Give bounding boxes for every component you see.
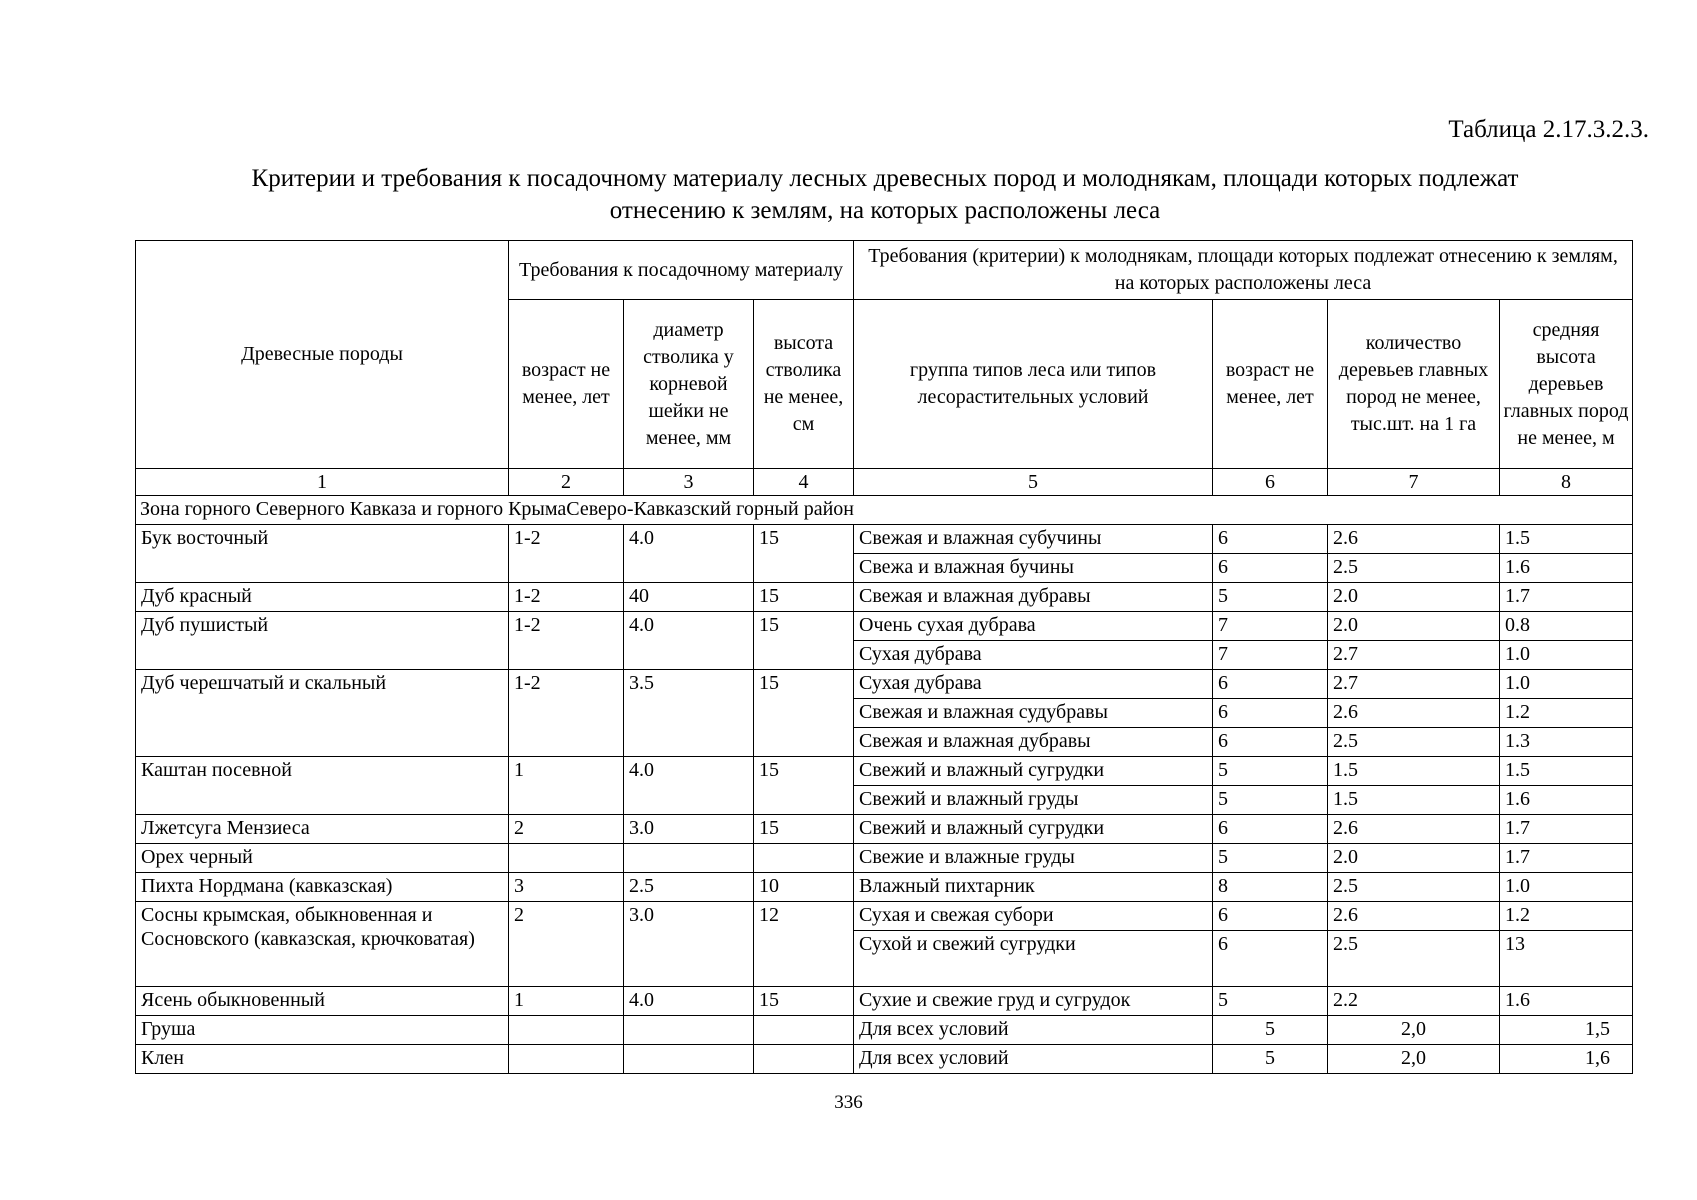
species-cell: Сосны крымская, обыкновенная и Сосновского (кавказская, крючковатая) (136, 902, 509, 987)
age-young-cell: 5 (1213, 757, 1328, 786)
document-title (135, 163, 1635, 227)
age-cell: 3 (509, 873, 624, 902)
height-cell (754, 844, 854, 873)
forest-type-cell: Сухая дубрава (854, 641, 1213, 670)
count-cell: 2.2 (1328, 987, 1500, 1016)
species-cell: Пихта Нордмана (кавказская) (136, 873, 509, 902)
height-cell: 10 (754, 873, 854, 902)
age-cell (509, 1016, 624, 1045)
age-young-cell: 5 (1213, 987, 1328, 1016)
height-cell: 15 (754, 583, 854, 612)
avg-height-cell: 1.7 (1500, 583, 1633, 612)
forest-type-cell: Свежий и влажный груды (854, 786, 1213, 815)
zone-title: Зона горного Северного Кавказа и горного КрымаСеверо-Кавказский горный район (136, 496, 1633, 525)
diameter-cell: 3.5 (624, 670, 754, 757)
age-cell: 2 (509, 815, 624, 844)
count-cell: 2.0 (1328, 583, 1500, 612)
age-young-cell: 6 (1213, 902, 1328, 931)
forest-type-cell: Свежие и влажные груды (854, 844, 1213, 873)
avg-height-cell: 1,5 (1500, 1016, 1633, 1045)
height-cell (754, 1045, 854, 1074)
column-number: 3 (624, 469, 754, 496)
count-cell: 1.5 (1328, 757, 1500, 786)
header-height: высота стволика не менее, см (754, 300, 854, 469)
table-row (136, 583, 1633, 612)
age-young-cell: 7 (1213, 641, 1328, 670)
avg-height-cell: 1.3 (1500, 728, 1633, 757)
species-cell: Дуб пушистый (136, 612, 509, 670)
avg-height-cell: 1.6 (1500, 987, 1633, 1016)
count-cell: 2.5 (1328, 728, 1500, 757)
age-cell (509, 1045, 624, 1074)
forest-type-cell: Для всех условий (854, 1016, 1213, 1045)
height-cell: 15 (754, 757, 854, 815)
age-young-cell: 6 (1213, 931, 1328, 987)
header-species: Древесные породы (136, 241, 509, 469)
species-cell: Бук восточный (136, 525, 509, 583)
avg-height-cell: 13 (1500, 931, 1633, 987)
criteria-table (135, 240, 1633, 1074)
column-number: 8 (1500, 469, 1633, 496)
page-number: 336 (834, 1092, 863, 1113)
forest-type-cell: Сухие и свежие груд и сугрудок (854, 987, 1213, 1016)
diameter-cell: 40 (624, 583, 754, 612)
zone-row (136, 496, 1633, 525)
diameter-cell: 4.0 (624, 612, 754, 670)
table-row (136, 1016, 1633, 1045)
count-cell: 2.6 (1328, 902, 1500, 931)
avg-height-cell: 1.5 (1500, 757, 1633, 786)
height-cell: 15 (754, 612, 854, 670)
forest-type-cell: Очень сухая дубрава (854, 612, 1213, 641)
height-cell: 15 (754, 815, 854, 844)
avg-height-cell: 1,6 (1500, 1045, 1633, 1074)
avg-height-cell: 1.5 (1500, 525, 1633, 554)
table-row (136, 873, 1633, 902)
diameter-cell: 4.0 (624, 757, 754, 815)
table-row (136, 1045, 1633, 1074)
diameter-cell (624, 1016, 754, 1045)
avg-height-cell: 1.0 (1500, 873, 1633, 902)
header-tree-count: количество деревьев главных пород не менее, тыс.шт. на 1 га (1328, 300, 1500, 469)
count-cell: 2,0 (1328, 1016, 1500, 1045)
avg-height-cell: 1.7 (1500, 815, 1633, 844)
table-row (136, 757, 1633, 786)
count-cell: 2.5 (1328, 873, 1500, 902)
count-cell: 2.6 (1328, 699, 1500, 728)
column-number: 2 (509, 469, 624, 496)
age-cell: 1 (509, 757, 624, 815)
height-cell: 15 (754, 525, 854, 583)
height-cell: 12 (754, 902, 854, 987)
age-young-cell: 5 (1213, 786, 1328, 815)
count-cell: 1.5 (1328, 786, 1500, 815)
column-number: 5 (854, 469, 1213, 496)
avg-height-cell: 0.8 (1500, 612, 1633, 641)
age-young-cell: 5 (1213, 1045, 1328, 1074)
avg-height-cell: 1.2 (1500, 902, 1633, 931)
table-row (136, 902, 1633, 931)
forest-type-cell: Свежа и влажная бучины (854, 554, 1213, 583)
header-young-group: Требования (критерии) к молоднякам, площади которых подлежат отнесению к землям, на которых расположены леса (854, 241, 1633, 300)
diameter-cell: 3.0 (624, 902, 754, 987)
table-row (136, 844, 1633, 873)
age-young-cell: 8 (1213, 873, 1328, 902)
species-cell: Дуб красный (136, 583, 509, 612)
column-number: 7 (1328, 469, 1500, 496)
forest-type-cell: Для всех условий (854, 1045, 1213, 1074)
forest-type-cell: Сухая и свежая субори (854, 902, 1213, 931)
species-cell: Клен (136, 1045, 509, 1074)
avg-height-cell: 1.0 (1500, 670, 1633, 699)
forest-type-cell: Сухая дубрава (854, 670, 1213, 699)
height-cell (754, 1016, 854, 1045)
column-number: 4 (754, 469, 854, 496)
age-young-cell: 6 (1213, 525, 1328, 554)
diameter-cell: 2.5 (624, 873, 754, 902)
table-row (136, 987, 1633, 1016)
column-number-row (136, 469, 1633, 496)
table-row (136, 670, 1633, 699)
header-age-planting: возраст не менее, лет (509, 300, 624, 469)
count-cell: 2.0 (1328, 612, 1500, 641)
age-young-cell: 5 (1213, 844, 1328, 873)
count-cell: 2.6 (1328, 815, 1500, 844)
forest-type-cell: Свежая и влажная дубравы (854, 583, 1213, 612)
count-cell: 2.0 (1328, 844, 1500, 873)
species-cell: Орех черный (136, 844, 509, 873)
table-row (136, 525, 1633, 554)
age-young-cell: 7 (1213, 612, 1328, 641)
column-number: 1 (136, 469, 509, 496)
diameter-cell: 4.0 (624, 525, 754, 583)
age-young-cell: 5 (1213, 1016, 1328, 1045)
species-cell: Каштан посевной (136, 757, 509, 815)
forest-type-cell: Свежий и влажный сугрудки (854, 815, 1213, 844)
age-young-cell: 6 (1213, 815, 1328, 844)
column-number: 6 (1213, 469, 1328, 496)
age-cell (509, 844, 624, 873)
count-cell: 2.7 (1328, 641, 1500, 670)
age-cell: 2 (509, 902, 624, 987)
avg-height-cell: 1.7 (1500, 844, 1633, 873)
header-age-young: возраст не менее, лет (1213, 300, 1328, 469)
header-diameter: диаметр стволика у корневой шейки не менее, мм (624, 300, 754, 469)
species-cell: Груша (136, 1016, 509, 1045)
age-cell: 1-2 (509, 525, 624, 583)
count-cell: 2.5 (1328, 554, 1500, 583)
age-young-cell: 6 (1213, 728, 1328, 757)
table-number: Таблица 2.17.3.2.3. (1448, 116, 1649, 143)
diameter-cell (624, 844, 754, 873)
header-forest-type: группа типов леса или типов лесорастительных условий (854, 300, 1213, 469)
age-cell: 1-2 (509, 583, 624, 612)
forest-type-cell: Влажный пихтарник (854, 873, 1213, 902)
forest-type-cell: Свежая и влажная субучины (854, 525, 1213, 554)
diameter-cell: 4.0 (624, 987, 754, 1016)
species-cell: Лжетсуга Мензиеса (136, 815, 509, 844)
avg-height-cell: 1.6 (1500, 554, 1633, 583)
header-planting-group: Требования к посадочному материалу (509, 241, 854, 300)
avg-height-cell: 1.2 (1500, 699, 1633, 728)
avg-height-cell: 1.0 (1500, 641, 1633, 670)
height-cell: 15 (754, 987, 854, 1016)
table-row (136, 815, 1633, 844)
count-cell: 2,0 (1328, 1045, 1500, 1074)
header-avg-height: средняя высота деревьев главных пород не менее, м (1500, 300, 1633, 469)
age-young-cell: 5 (1213, 583, 1328, 612)
diameter-cell (624, 1045, 754, 1074)
forest-type-cell: Свежая и влажная дубравы (854, 728, 1213, 757)
title-line-2: отнесению к землям, на которых расположены леса (609, 197, 1161, 224)
age-young-cell: 6 (1213, 699, 1328, 728)
species-cell: Дуб черешчатый и скальный (136, 670, 509, 757)
species-cell: Ясень обыкновенный (136, 987, 509, 1016)
forest-type-cell: Сухой и свежий сугрудки (854, 931, 1213, 987)
diameter-cell: 3.0 (624, 815, 754, 844)
age-cell: 1 (509, 987, 624, 1016)
table-row (136, 612, 1633, 641)
count-cell: 2.7 (1328, 670, 1500, 699)
forest-type-cell: Свежая и влажная судубравы (854, 699, 1213, 728)
count-cell: 2.6 (1328, 525, 1500, 554)
avg-height-cell: 1.6 (1500, 786, 1633, 815)
count-cell: 2.5 (1328, 931, 1500, 987)
age-young-cell: 6 (1213, 554, 1328, 583)
forest-type-cell: Свежий и влажный сугрудки (854, 757, 1213, 786)
height-cell: 15 (754, 670, 854, 757)
age-cell: 1-2 (509, 612, 624, 670)
title-line-1: Критерии и требования к посадочному материалу лесных древесных пород и молоднякам, площади которых подлежат (251, 165, 1519, 192)
age-young-cell: 6 (1213, 670, 1328, 699)
age-cell: 1-2 (509, 670, 624, 757)
